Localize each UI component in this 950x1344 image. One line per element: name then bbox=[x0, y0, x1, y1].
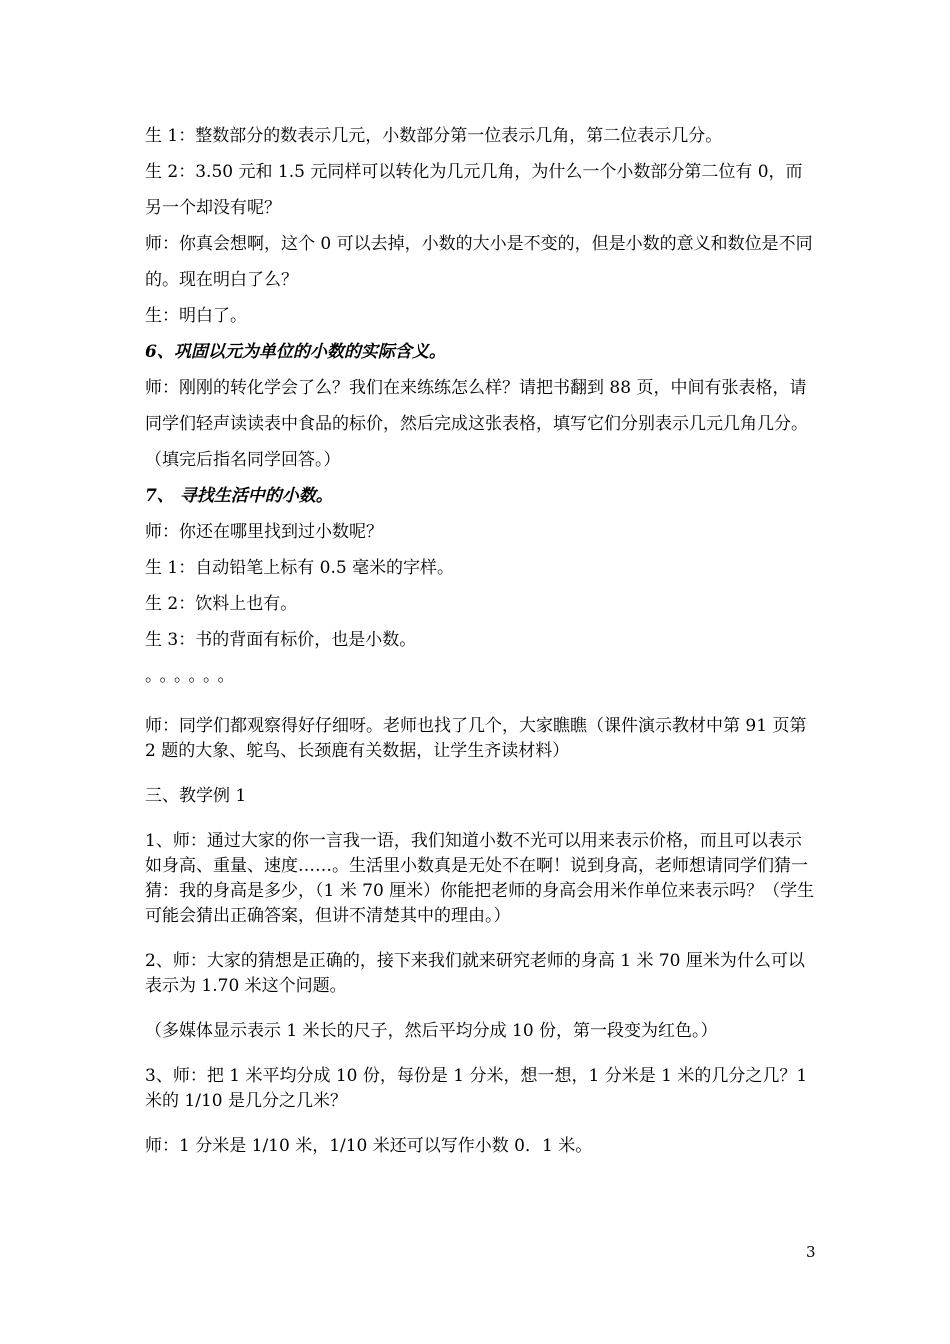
ellipsis-dots: 。。。。。。 bbox=[145, 666, 241, 686]
paragraph: 生 1：自动铅笔上标有 0.5 毫米的字样。 bbox=[145, 558, 455, 578]
paragraph: 生 1：整数部分的数表示几元，小数部分第一位表示几角，第二位表示几分。 bbox=[145, 126, 723, 146]
paragraph: （多媒体显示表示 1 米长的尺子，然后平均分成 10 份，第一段变为红色。） bbox=[145, 1021, 718, 1041]
page-content bbox=[145, 118, 815, 1159]
paragraph: 2、师：大家的猜想是正确的，接下来我们就来研究老师的身高 1 米 70 厘米为什么可以表示为 1.70 米这个问题。 bbox=[145, 951, 805, 996]
paragraph: 师：同学们都观察得好仔细呀。老师也找了几个，大家瞧瞧（课件演示教材中第 91 页第 2 题的大象、鸵鸟、长颈鹿有关数据，让学生齐读材料） bbox=[145, 716, 807, 761]
paragraph: 生 2：饮料上也有。 bbox=[145, 594, 298, 614]
section-heading-3: 三、教学例 1 bbox=[145, 786, 247, 806]
section-heading-7: 7、 寻找生活中的小数。 bbox=[145, 486, 333, 506]
paragraph: 3、师：把 1 米平均分成 10 份，每份是 1 分米，想一想，1 分米是 1 米的几分之几？1 米的 1/10 是几分之几米？ bbox=[145, 1066, 808, 1111]
paragraph: 师：你真会想啊，这个 0 可以去掉，小数的大小是不变的，但是小数的意义和数位是不同的。现在明白了么？ bbox=[145, 234, 813, 290]
paragraph: 生 3：书的背面有标价，也是小数。 bbox=[145, 630, 417, 650]
paragraph: 生：明白了。 bbox=[145, 306, 247, 326]
paragraph: 师：刚刚的转化学会了么？我们在来练练怎么样？请把书翻到 88 页，中间有张表格，请同学们轻声读读表中食品的标价，然后完成这张表格，填写它们分别表示几元几角几分。（填完后指名同学回答。） bbox=[145, 378, 808, 470]
paragraph: 1、师：通过大家的你一言我一语，我们知道小数不光可以用来表示价格，而且可以表示如身高、重量、速度……。生活里小数真是无处不在啊！说到身高，老师想请同学们猜一猜：我的身高是多少，（1 米 70 厘米）你能把老师的身高会用米作单位来表示吗？（学生可能会猜出正确答案，但讲不清楚其中的理由。） bbox=[145, 831, 815, 926]
paragraph: 师：你还在哪里找到过小数呢？ bbox=[145, 522, 383, 542]
paragraph: 师：1 分米是 1/10 米，1/10 米还可以写作小数 0．1 米。 bbox=[145, 1136, 593, 1156]
paragraph: 生 2：3.50 元和 1.5 元同样可以转化为几元几角，为什么一个小数部分第二位有 0，而另一个却没有呢？ bbox=[145, 162, 803, 218]
section-heading-6: 6、巩固以元为单位的小数的实际含义。 bbox=[145, 342, 446, 362]
page-number: 3 bbox=[806, 1243, 816, 1261]
